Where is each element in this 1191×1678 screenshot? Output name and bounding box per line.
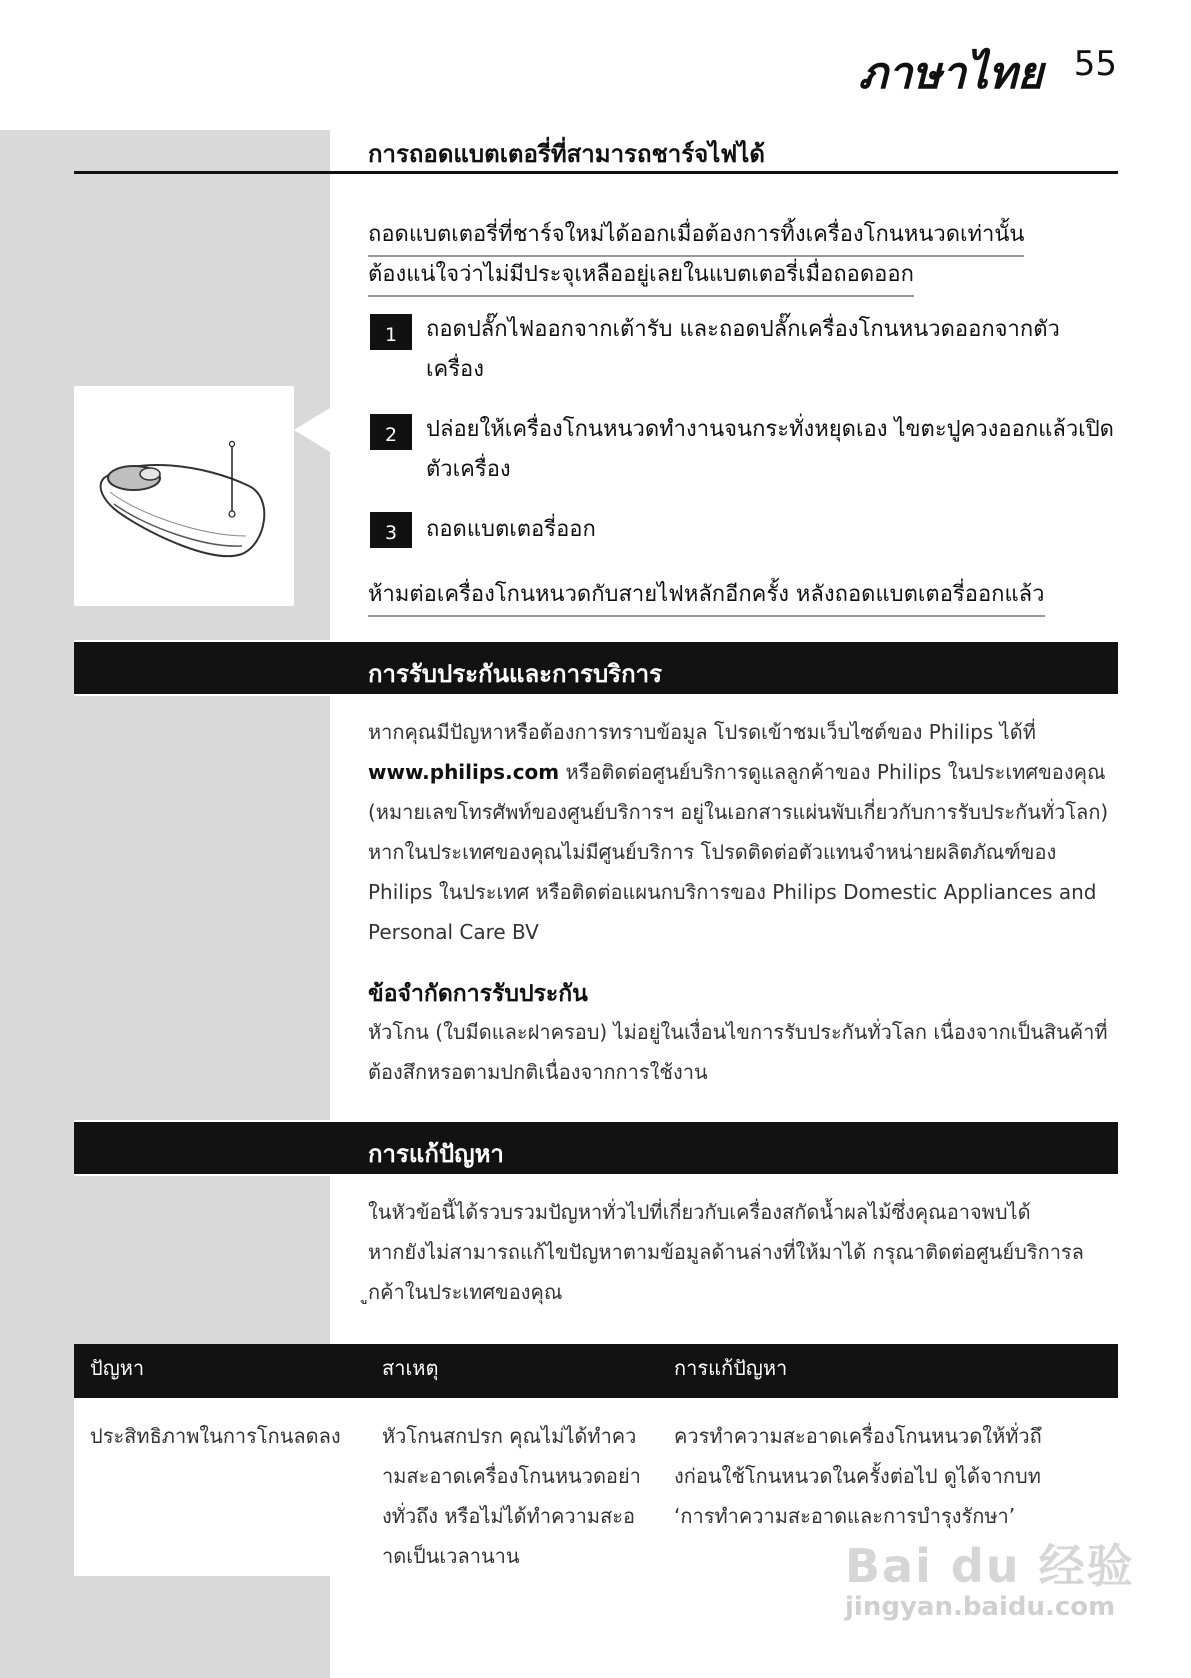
text-line: ในหัวข้อนี้ได้รวบรวมปัญหาทั่วไปที่เกี่ยวกับเครื่องสกัดน้ำผลไม้ซึ่งคุณอาจพบได้	[368, 1200, 1031, 1224]
step-text: ถอดแบตเตอรี่ออก	[426, 517, 596, 542]
philips-url-link[interactable]: www.philips.com	[368, 760, 560, 784]
text-line: ูกค้าในประเทศของคุณ	[368, 1280, 563, 1304]
troubleshooting-section-title: การแก้ปัญหา	[368, 1140, 504, 1168]
warranty-limitation-heading: ข้อจำกัดการรับประกัน	[368, 981, 588, 1007]
step-number-badge: 3	[370, 512, 412, 548]
text-line: หากคุณมีปัญหาหรือต้องการทราบข้อมูล โปรดเข้าชมเว็บไซต์ของ Philips ได้ที่	[368, 720, 1036, 744]
language-title: ภาษาไทย	[858, 48, 1043, 99]
text-fragment: หรือติดต่อศูนย์บริการดูแลลูกค้าของ Philips ในประเทศของคุณ	[559, 760, 1106, 784]
text-line: ต้องสึกหรอตามปกติเนื่องจากการใช้งาน	[368, 1060, 708, 1084]
text-line: ‘การทำความสะอาดและการบำรุงรักษา’	[674, 1504, 1016, 1528]
watermark-url: jingyan.baidu.com	[845, 1592, 1116, 1622]
warning-line-1: ถอดแบตเตอรี่ที่ชาร์จใหม่ได้ออกเมื่อต้องการทิ้งเครื่องโกนหนวดเท่านั้น	[368, 216, 1024, 257]
shaver-illustration	[74, 386, 294, 606]
cell-solution	[674, 1416, 1042, 1536]
troubleshooting-intro	[368, 1192, 1118, 1312]
illustration-pointer	[294, 408, 330, 452]
troubleshooting-section-bar	[74, 1122, 1118, 1174]
text-line: Philips ในประเทศ หรือติดต่อแผนกบริการของ Philips Domestic Appliances and	[368, 880, 1097, 904]
section-divider	[74, 171, 1118, 174]
text-line: หัวโกน (ใบมีดและฝาครอบ) ไม่อยู่ในเงื่อนไขการรับประกันทั่วโลก เนื่องจากเป็นสินค้าที่	[368, 1020, 1108, 1044]
text-line: ควรทำความสะอาดเครื่องโกนหนวดให้ทั่วถึ	[674, 1424, 1042, 1448]
text-line: หากในประเทศของคุณไม่มีศูนย์บริการ โปรดติดต่อตัวแทนจำหน่ายผลิตภัณฑ์ของ	[368, 840, 1057, 864]
shaver-drawing	[74, 386, 294, 606]
text-line: าดเป็นเวลานาน	[382, 1544, 520, 1568]
text-line: Personal Care BV	[368, 920, 539, 944]
text-line: (หมายเลขโทรศัพท์ของศูนย์บริการฯ อยู่ในเอกสารแผ่นพับเกี่ยวกับการรับประกันทั่วโลก)	[368, 800, 1109, 824]
warranty-section-bar	[74, 642, 1118, 694]
final-warning: ห้ามต่อเครื่องโกนหนวดกับสายไฟหลักอีกครั้ง หลังถอดแบตเตอรี่ออกแล้ว	[368, 576, 1045, 617]
baidu-watermark	[845, 1530, 1135, 1622]
warning-line-2: ต้องแน่ใจว่าไม่มีประจุเหลืออยู่เลยในแบตเตอรี่เมื่อถอดออก	[368, 256, 914, 297]
column-header-solution: การแก้ปัญหา	[674, 1356, 788, 1380]
cell-cause	[382, 1416, 641, 1576]
column-header-cause: สาเหตุ	[382, 1356, 439, 1380]
text-line	[368, 752, 1118, 792]
text-line: ามสะอาดเครื่องโกนหนวดอย่า	[382, 1464, 641, 1488]
column-header-problem: ปัญหา	[90, 1356, 145, 1380]
text-line: หัวโกนสกปรก คุณไม่ได้ทำคว	[382, 1424, 637, 1448]
page-number: 55	[1073, 44, 1117, 84]
cell-problem: ประสิทธิภาพในการโกนลดลง	[90, 1424, 341, 1448]
text-line: หากยังไม่สามารถแก้ไขปัญหาตามข้อมูลด้านล่างที่ให้มาได้ กรุณาติดต่อศูนย์บริการล	[368, 1240, 1084, 1264]
warranty-paragraph	[368, 712, 1118, 952]
warranty-limitation-text	[368, 1012, 1118, 1092]
step-text: ถอดปลั๊กไฟออกจากเต้ารับ และถอดปลั๊กเครื่องโกนหนวดออกจากตัวเครื่อง	[426, 317, 1060, 382]
warranty-section-title: การรับประกันและการบริการ	[368, 660, 662, 688]
troubleshooting-table-header	[74, 1344, 1118, 1398]
text-line: งทั่วถึง หรือไม่ได้ทำความสะอ	[382, 1504, 636, 1528]
step-text: ปล่อยให้เครื่องโกนหนวดทำงานจนกระทั่งหยุดเอง ไขตะปูควงออกแล้วเปิดตัวเครื่อง	[426, 417, 1114, 482]
watermark-logo: Bai du 经验	[845, 1539, 1135, 1593]
step-number-badge: 2	[370, 414, 412, 450]
text-line: งก่อนใช้โกนหนวดในครั้งต่อไป ดูได้จากบท	[674, 1464, 1041, 1488]
battery-section-title: การถอดแบตเตอรี่ที่สามารถชาร์จไฟได้	[368, 140, 765, 168]
step-number-badge: 1	[370, 314, 412, 350]
